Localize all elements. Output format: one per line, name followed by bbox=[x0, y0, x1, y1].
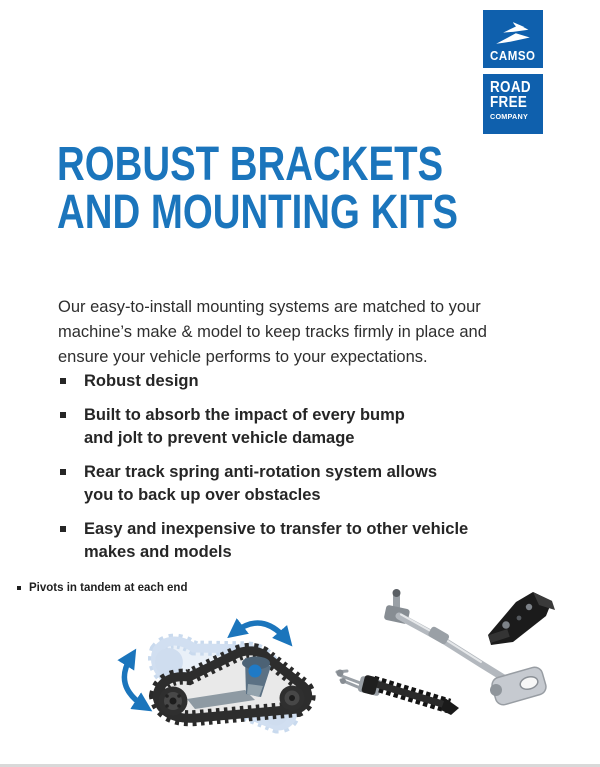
bracket-part bbox=[488, 592, 555, 645]
intro-line-2: machine’s make & model to keep tracks firmly in place and bbox=[58, 323, 487, 341]
bullet-line: Rear track spring anti-rotation system allows bbox=[84, 463, 438, 481]
footnote bbox=[17, 581, 187, 595]
bullet-square-icon bbox=[60, 469, 66, 475]
track-pivot-figure bbox=[95, 604, 335, 767]
roadfree-logo-box bbox=[483, 74, 543, 134]
footnote-text: Pivots in tandem at each end bbox=[29, 582, 188, 594]
bullet-square-icon bbox=[60, 412, 66, 418]
pivot-hub-dot bbox=[249, 665, 262, 678]
mounting-hardware-figure bbox=[333, 580, 593, 732]
footnote-bullet-icon bbox=[17, 586, 21, 590]
bullet-square-icon bbox=[60, 526, 66, 532]
bullet-item-absorb-impact bbox=[58, 404, 468, 450]
camso-swoosh-icon bbox=[492, 21, 534, 47]
page-title-line-2: AND MOUNTING KITS bbox=[57, 186, 459, 239]
bullet-square-icon bbox=[60, 378, 66, 384]
spring-part bbox=[337, 670, 460, 716]
feature-bullet-list bbox=[58, 370, 468, 575]
intro-line-1: Our easy-to-install mounting systems are matched to your bbox=[58, 298, 481, 316]
bullet-line: you to back up over obstacles bbox=[84, 486, 321, 504]
camso-wordmark: CAMSO bbox=[490, 49, 536, 63]
bullet-line: Robust design bbox=[84, 372, 199, 390]
roadfree-line-free: FREE bbox=[490, 93, 528, 111]
page-title bbox=[57, 138, 459, 239]
bullet-line: makes and models bbox=[84, 543, 232, 561]
camso-logo-box bbox=[483, 10, 543, 68]
bullet-item-easy-transfer bbox=[58, 518, 468, 564]
bullet-item-anti-rotation bbox=[58, 461, 468, 507]
roadfree-line-company: COMPANY bbox=[490, 112, 529, 121]
mounting-hardware-photo bbox=[333, 580, 593, 727]
bullet-line: and jolt to prevent vehicle damage bbox=[84, 429, 355, 447]
page-title-line-1: ROBUST BRACKETS bbox=[57, 138, 444, 191]
track-pivot-illustration bbox=[95, 604, 335, 767]
brand-logo-stack bbox=[483, 10, 543, 134]
rotation-arrow-icon bbox=[124, 657, 144, 706]
rotation-arrow-icon bbox=[235, 623, 286, 639]
intro-line-3: ensure your vehicle performs to your expectations. bbox=[58, 348, 428, 366]
bullet-item-robust-design bbox=[58, 370, 468, 393]
bullet-line: Easy and inexpensive to transfer to other vehicle bbox=[84, 520, 469, 538]
roadfree-line-road: ROAD bbox=[490, 79, 531, 96]
intro-paragraph bbox=[58, 295, 487, 370]
bullet-line: Built to absorb the impact of every bump bbox=[84, 406, 405, 424]
